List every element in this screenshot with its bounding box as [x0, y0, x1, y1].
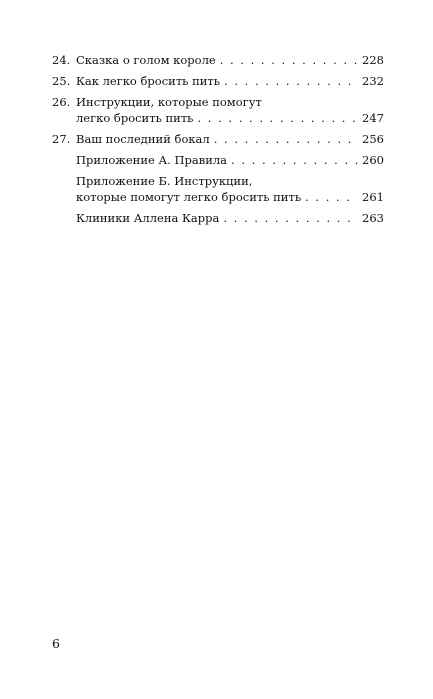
toc-entry-number	[52, 210, 76, 226]
dot-leader	[305, 189, 358, 205]
toc-entry-page: 260	[362, 153, 384, 167]
toc-entry-number: 24.	[52, 53, 71, 67]
toc-entry-appendix-a[interactable]	[52, 152, 384, 168]
toc-entry-number: 26.	[52, 95, 71, 109]
dot-leader	[223, 210, 358, 226]
toc-entry-page: 228	[362, 53, 384, 67]
toc-entry-number	[52, 173, 76, 205]
toc-entry-number: 25.	[52, 74, 71, 88]
toc-entry-title: Сказка о голом короле	[76, 53, 216, 67]
toc-entry-27[interactable]	[52, 131, 384, 147]
toc-entry-24[interactable]	[52, 52, 384, 68]
page-number: 6	[52, 636, 60, 651]
toc-entry-title: Ваш последний бокал	[76, 132, 210, 146]
toc-entry-title: Приложение А. Правила	[76, 153, 228, 167]
toc-entry-title: Клиники Аллена Карра	[76, 211, 220, 225]
dot-leader	[231, 152, 358, 168]
toc-entry-page: 263	[362, 211, 384, 225]
toc-entry-appendix-b[interactable]	[52, 173, 384, 205]
dot-leader	[224, 73, 358, 89]
dot-leader	[214, 131, 358, 147]
toc-entry-title: Как легко бросить пить	[76, 74, 221, 88]
toc-entry-26[interactable]	[52, 94, 384, 126]
toc-entry-number	[52, 152, 76, 168]
toc-entry-page: 261	[362, 190, 384, 204]
toc-entry-25[interactable]	[52, 73, 384, 89]
toc-entry-page: 232	[362, 74, 384, 88]
toc-entry-page: 247	[362, 111, 384, 125]
toc-entry-title: Приложение Б. Инструкции,	[76, 174, 253, 188]
toc-entry-title-continued: которые помогут легко бросить пить	[76, 190, 302, 204]
toc-entry-clinics[interactable]	[52, 210, 384, 226]
toc-entry-title-continued: легко бросить пить	[76, 111, 194, 125]
dot-leader	[197, 110, 358, 126]
toc-entry-number: 27.	[52, 132, 71, 146]
dot-leader	[220, 52, 358, 68]
table-of-contents	[52, 52, 384, 231]
toc-entry-page: 256	[362, 132, 384, 146]
toc-entry-title: Инструкции, которые помогут	[76, 95, 262, 109]
